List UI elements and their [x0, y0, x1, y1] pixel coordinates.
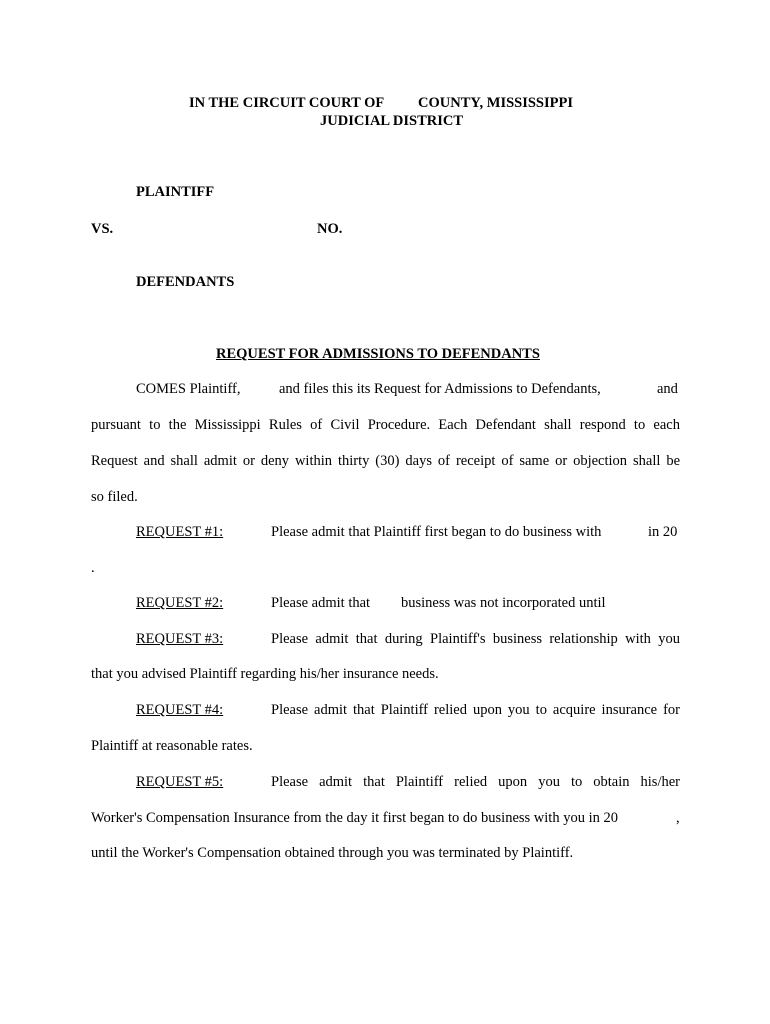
request-4-label: REQUEST #4: — [136, 702, 224, 718]
plaintiff-label: PLAINTIFF — [136, 184, 215, 200]
intro-part2: and files this its Request for Admissions to Defendants, — [279, 381, 601, 397]
request-5-text: Please admit that Plaintiff relied upon you to obtain his/her — [271, 774, 680, 790]
request-2-text-b: business was not incorporated until — [401, 595, 606, 611]
request-1-text: Please admit that Plaintiff first began to do business with — [271, 524, 602, 540]
vs-label: VS. — [91, 221, 114, 237]
request-2-label: REQUEST #2: — [136, 595, 224, 611]
request-4-text: Please admit that Plaintiff relied upon you to acquire insurance for — [271, 702, 680, 718]
request-5-label: REQUEST #5: — [136, 774, 224, 790]
request-4-cont: Plaintiff at reasonable rates. — [91, 738, 253, 754]
request-1-cont: . — [91, 560, 95, 576]
request-3-text: Please admit that during Plaintiff's business relationship with you — [271, 631, 680, 647]
case-number-label: NO. — [317, 221, 343, 237]
request-3-label: REQUEST #3: — [136, 631, 224, 647]
court-heading: IN THE CIRCUIT COURT OF — [189, 95, 385, 111]
district-heading: JUDICIAL DISTRICT — [320, 113, 464, 129]
county-heading: COUNTY, MISSISSIPPI — [418, 95, 573, 111]
intro-part3: and — [657, 381, 678, 397]
request-3-cont: that you advised Plaintiff regarding his/her insurance needs. — [91, 666, 439, 682]
request-5-cont-2: until the Worker's Compensation obtained through you was terminated by Plaintiff. — [91, 845, 574, 861]
request-2-text: Please admit that — [271, 595, 371, 611]
intro-line-2: pursuant to the Mississippi Rules of Civil Procedure. Each Defendant shall respond to each — [91, 417, 680, 433]
intro-part1: COMES Plaintiff, — [136, 381, 241, 397]
request-5-cont: Worker's Compensation Insurance from the day it first began to do business with you in 20 — [91, 810, 618, 826]
request-1-year: in 20 — [648, 524, 678, 540]
intro-line-3: Request and shall admit or deny within thirty (30) days of receipt of same or objection shall be — [91, 453, 680, 469]
request-5-comma: , — [676, 810, 680, 826]
intro-line-4: so filed. — [91, 489, 138, 505]
defendants-label: DEFENDANTS — [136, 274, 235, 290]
request-1-label: REQUEST #1: — [136, 524, 224, 540]
document-title: REQUEST FOR ADMISSIONS TO DEFENDANTS — [216, 346, 540, 362]
